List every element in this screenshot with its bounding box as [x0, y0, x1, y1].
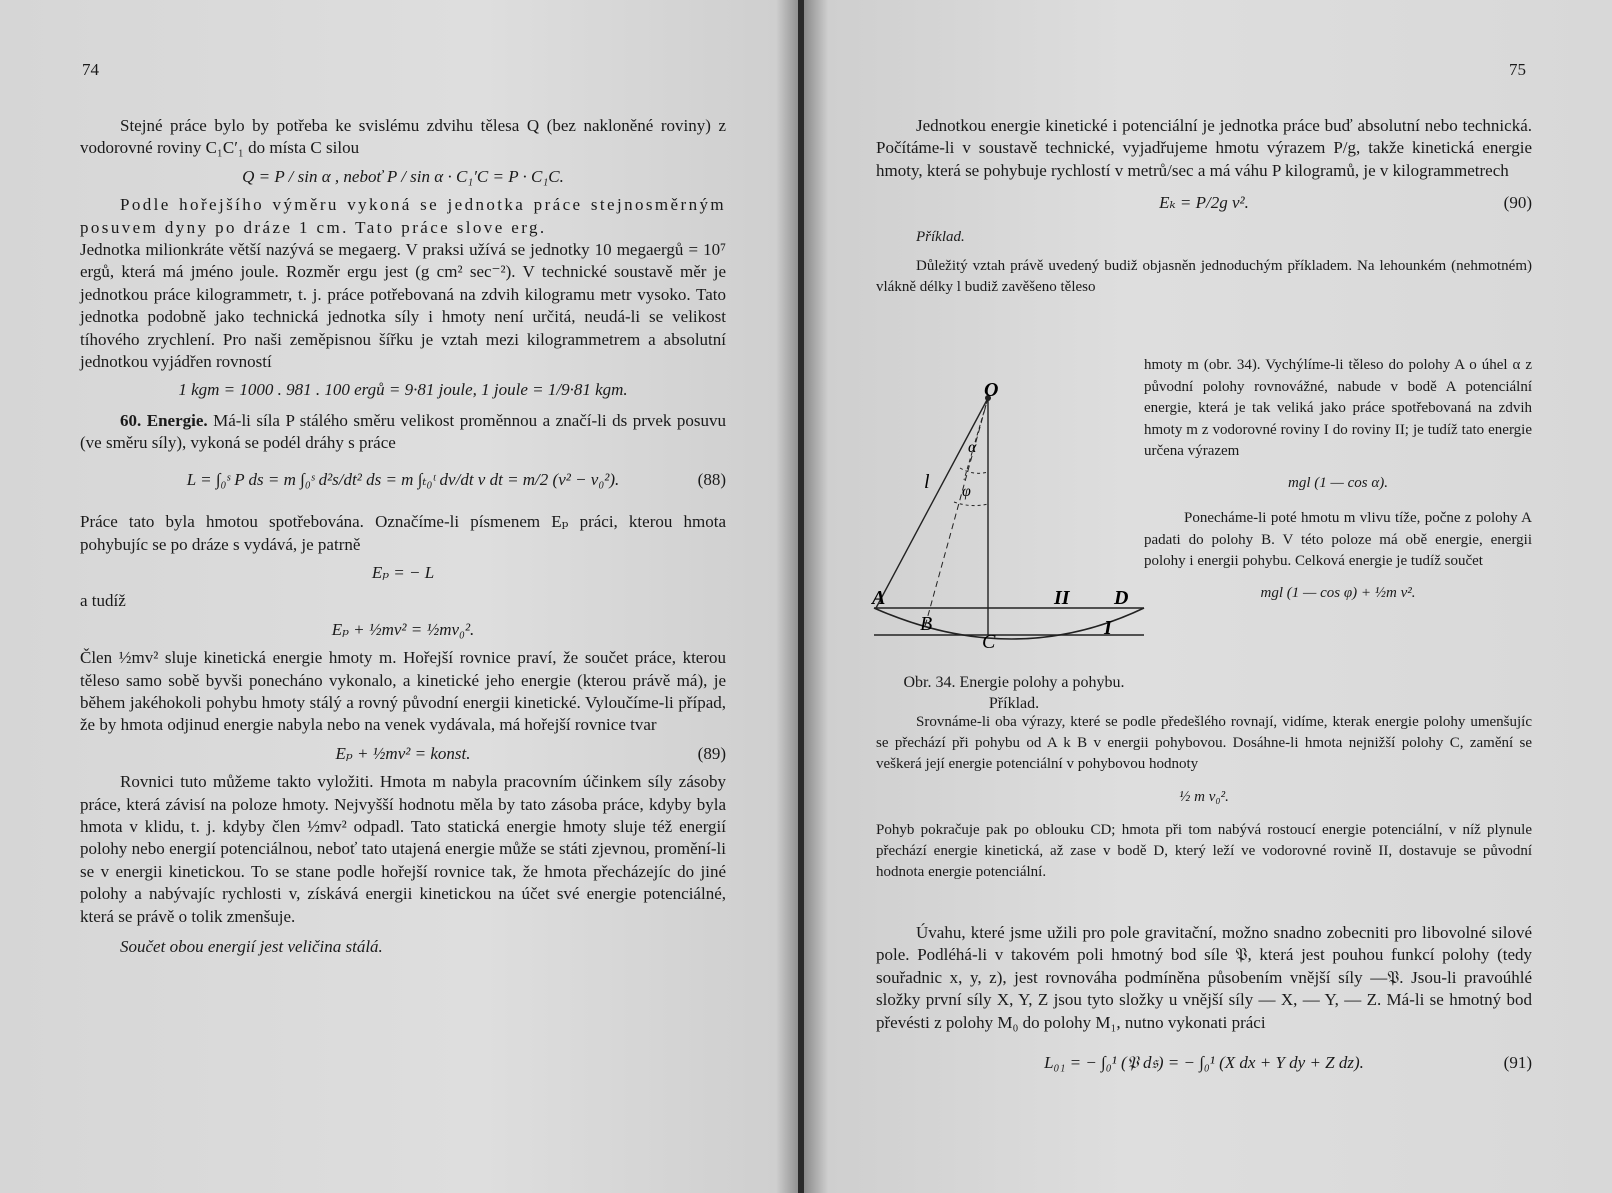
paragraph: Jednotka milionkráte větší nazývá se megaerg. V praksi užívá se jednotky 10 megaergů = 10⁷ ergů, která má jméno joule. Rozměr ergu jest (g cm² sec⁻²). V technické soustavě měr je jednotkou práce kilogrammetr, t. j. práce potřebovaná na zdvih kilogramu metr vysoko. Tato jednotka podobně jako technická jednotka síly i hmoty není určitá, neudá-li se velikost tíhového zrychlení. Pro naši zeměpisnou šířku je vztah mezi kilogrammetrem a absolutní jednotkou vyjádřen rovností: [80, 240, 726, 372]
label-alpha: α: [968, 439, 977, 456]
figure-caption: Obr. 34. Energie polohy a pohybu. Příklad.: [903, 674, 1125, 712]
paragraph: Srovnáme-li oba výrazy, které se podle předešlého rovnají, vidíme, kterak energie polohy umenšujíc se přechází při pohybu od A k B v energii pohybovou. Dosáhne-li hmota nejnižší polohy C, zamění se veškerá její energie potenciální v pohybovou hodnoty: [876, 714, 1532, 772]
left-page: [0, 0, 800, 1193]
label-C: C: [982, 631, 996, 653]
label-O: O: [984, 380, 999, 401]
paragraph: Člen ½mv² sluje kinetická energie hmoty m. Hořejší rovnice praví, že součet práce, kterou těleso samo sobě byvši ponecháno vykonalo, a kinetické jeho energie (kterou právě má), je během jakéhokoli pohybu hmoty stálý a rovný původní energii kinetické. Vyloučíme-li případ, že by hmota odjinud energie nabyla nebo na venek vydávala, má hořejší rovnice tvar: [80, 648, 726, 735]
label-l: l: [924, 471, 930, 493]
formula-row: [876, 192, 1532, 214]
right-text-column-top: [876, 115, 1532, 298]
paragraph: Úvahu, které jsme užili pro pole gravitační, možno snadno zobecniti pro libovolné silové pole. Podléhá-li v takovém poli hmotný bod síle 𝔓, která jest pouhou funkcí polohy (tedy souřadnic x, y, z), jest rovnováha podmíněna působením vnější síly —𝔓. Jsou-li pravoúhlé složky první síly X, Y, Z jsou tyto složky u vnější síly — X, — Y, — Z. Má-li se hmotný bod převésti z polohy M₀ do polohy M₁, nutno vykonati práci: [876, 923, 1532, 1032]
paragraph-text: Má-li síla P stálého směru velikost proměnnou a značí-li ds prvek posuvu (ve směru síly), vykoná se podél dráhy s práce: [80, 410, 727, 453]
formula: mgl (1 — cos α).: [1288, 474, 1388, 491]
paragraph: Stejné práce bylo by potřeba ke svislému zdvihu tělesa Q (bez nakloněné roviny) z vodorovné roviny C₁C′₁ do místa C silou: [80, 116, 726, 158]
equation-number: (89): [697, 743, 726, 763]
section-paragraph: [80, 410, 726, 455]
paragraph: Podle hořejšího výměru vykoná se jednotka práce stejnosměrným posuvem dyny po dráze 1 cm. Tato práce slove erg.: [80, 195, 726, 237]
paragraph: Rovnici tuto můžeme takto vyložiti. Hmota m nabyla pracovním účinkem síly zásoby práce, která závisí na poloze hmoty. Nejvyšší hodnotu měla by tato zásoba práce, kdyby byla hmota v klidu, t. j. kdyby člen ½mv² odpadl. Tato statická energie hmoty sluje též energií polohy nebo energií potenciálnou, neboť tato utajená energie může se státi zjevnou, promění-li se v energii kinetickou. To se stane podle hořejší rovnice tak, že hmota přecházejíc do jiné polohy a nabývajíc rychlosti v, získává energii kinetickou na účet své energie potenciálné, která se právě o tolik zmenšuje.: [80, 772, 726, 926]
paragraph: Práce tato byla hmotou spotřebována. Označíme-li písmenem Eₚ práci, kterou hmota pohybujíc se po dráze s vydává, je patrně: [80, 512, 726, 554]
equation-number: (90): [1503, 193, 1532, 213]
equation-number: (91): [1503, 1053, 1532, 1073]
equation-number: (88): [697, 469, 726, 489]
page-number: 74: [82, 60, 99, 79]
right-text-column-bottom: [876, 712, 1532, 883]
label-I: I: [1104, 617, 1112, 639]
formula-row: [80, 469, 726, 491]
formula: Eₖ = P/2g v².: [1159, 193, 1249, 213]
paragraph: Součet obou energií jest veličina stálá.: [120, 937, 383, 956]
wrapped-text: [1144, 355, 1532, 614]
formula: L = ∫₀ˢ P ds = m ∫₀ˢ d²s/dt² ds = m ∫ₜ₀ᵗ dv/dt v dt = m/2 (v² − v₀²).: [186, 469, 620, 489]
label-II: II: [1054, 587, 1070, 609]
paragraph: Důležitý vztah právě uvedený budiž objasněn jednoduchým příkladem. Na lehounkém (nehmotném) vlákně délky l budiž zavěšeno těleso: [876, 257, 1532, 295]
formula: Eₚ = − L: [371, 562, 435, 582]
page-number: 75: [1509, 60, 1526, 79]
paragraph: Jednotkou energie kinetické i potenciální je jednotka práce buď absolutní nebo technická. Počítáme-li v soustavě technické, vyjadřujeme hmotu výrazem P/g, takže kinetická energie hmoty, která se pohybuje rychlostí v metrů/sec a má váhu P kilogramů, je v kilogrammetrech: [876, 116, 1532, 180]
formula: ½ m v₀².: [1179, 789, 1229, 805]
label-D: D: [1114, 587, 1129, 609]
paragraph: a tudíž: [80, 591, 126, 611]
paragraph: Pohyb pokračuje pak po oblouku CD; hmota při tom nabývá rostoucí energie potenciální, v níž plynule přechází energie kinetická, až zase v bodě D, který leží ve vodorovné rovině II, dostavuje se původní hodnota energie potenciální.: [876, 822, 1532, 880]
label-B: B: [920, 613, 933, 635]
section-heading: 60. Energie.: [120, 410, 208, 430]
left-text-column: [80, 115, 726, 958]
example-label: Příklad.: [916, 228, 965, 245]
label-A: A: [872, 587, 886, 609]
formula-row: [80, 743, 726, 765]
formula: Q = P / sin α , neboť P / sin α · C₁′C = P · C₁C.: [242, 166, 564, 186]
right-text-column-final: [876, 922, 1532, 1092]
label-phi: φ: [962, 483, 971, 500]
paragraph: hmoty m (obr. 34). Vychýlíme-li těleso do polohy A o úhel α z původní polohy rovnovážné, nabude v bodě A potenciální energie, která je tak veliká jako práce spotřebovaná na zdvih hmoty m z vodorovné roviny I do roviny II; je tudíž tato energie určena výrazem: [1144, 357, 1532, 459]
formula: Eₚ + ½mv² = konst.: [335, 743, 471, 763]
formula: L₀₁ = − ∫₀¹ (𝔓 d𝔰) = − ∫₀¹ (X dx + Y dy + Z dz).: [1044, 1053, 1364, 1073]
pendulum-figure: [864, 380, 1164, 670]
formula: Eₚ + ½mv² = ½mv₀².: [331, 619, 475, 639]
formula-row: [876, 1052, 1532, 1074]
formula: mgl (1 — cos φ) + ½m v².: [1260, 584, 1416, 601]
right-page: [804, 0, 1612, 1193]
paragraph: Ponecháme-li poté hmotu m vlivu tíže, počne z polohy A padati do polohy B. V této poloze má obě energie, energii polohy i energii pohybu. Celková energie je tudíž součet: [1144, 510, 1532, 569]
formula: 1 kgm = 1000 . 981 . 100 ergů = 9·81 joule, 1 joule = 1/9·81 kgm.: [178, 380, 628, 400]
